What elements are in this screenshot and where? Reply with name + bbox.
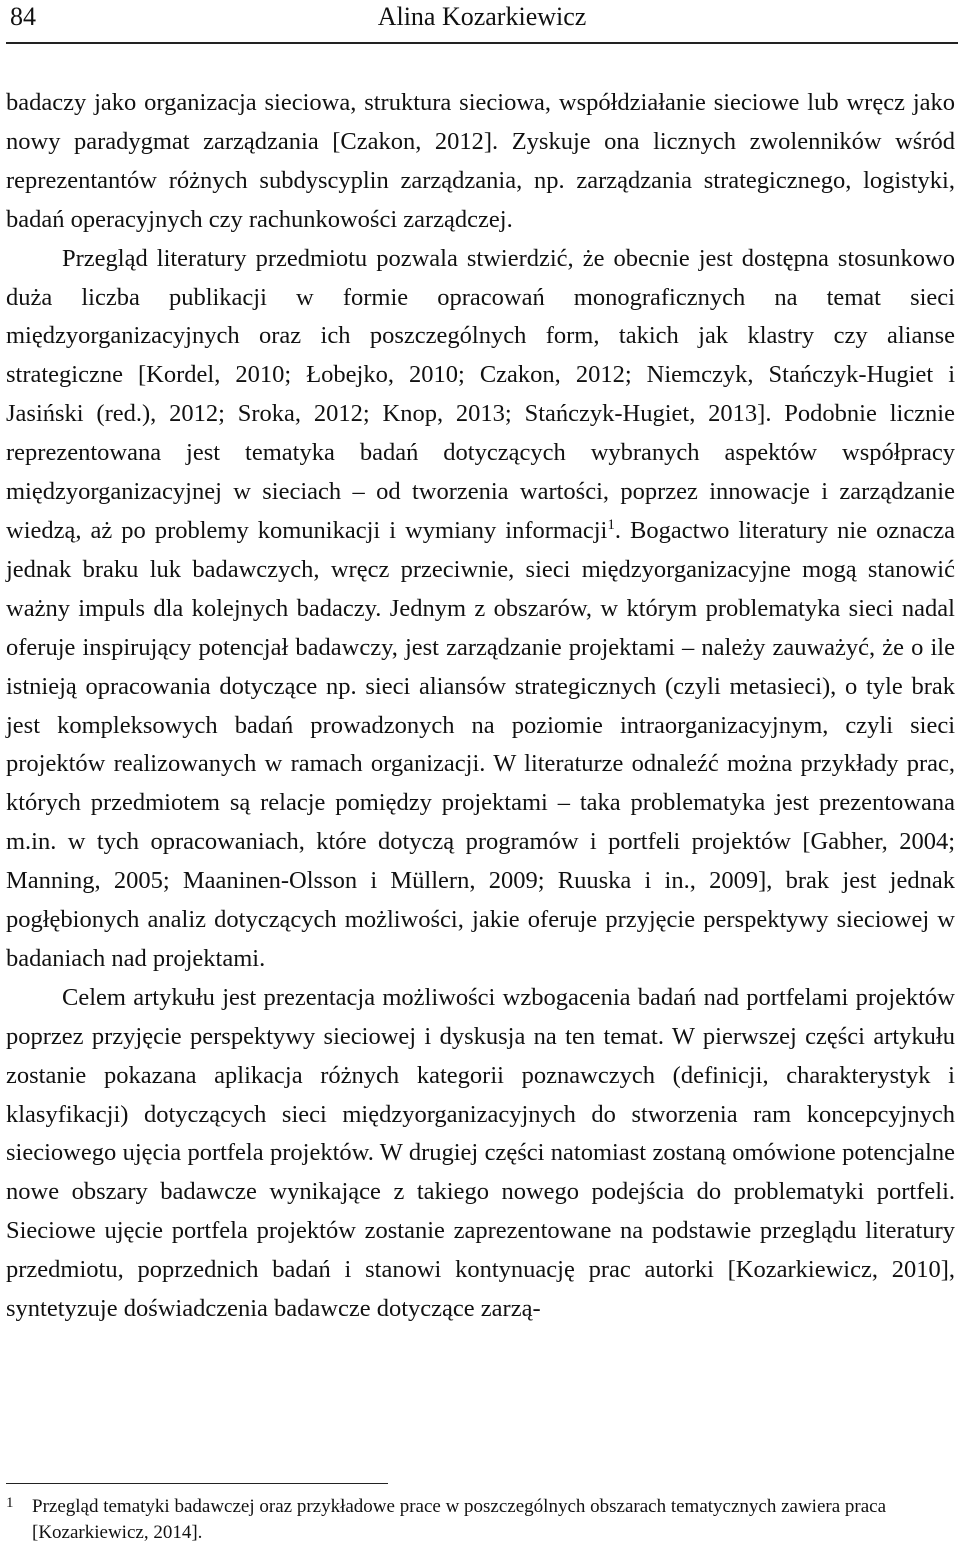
footnote-divider — [6, 1483, 388, 1484]
paragraph-3: Celem artykułu jest prezentacja możliwości wzbogacenia badań nad portfelami projektów poprzez przyjęcie perspektywy sieciowej i dyskusja na ten temat. W pierwszej części artykułu zostanie pokazana aplikacja różnych kategorii poznawczych (definicji, charakterystyk i klasyfikacji) dotyczących sieci międzyorganizacyjnych do stworzenia ram koncepcyjnych sieciowego ujęcia portfela projektów. W drugiej części natomiast zostaną omówione potencjalne nowe obszary badawcze wynikające z takiego nowego podejścia do problematyki portfeli. Sieciowe ujęcie portfela projektów zostanie zaprezentowane na podstawie przeglądu literatury przedmiotu, poprzednich badań i stanowi kontynuację prac autorki [Kozarkiewicz, 2010], syntetyzuje doświadczenia badawcze dotyczące zarzą- — [6, 983, 955, 1323]
paragraph-2-text-a: Przegląd literatury przedmiotu pozwala stwierdzić, że obecnie jest dostępna stosunkowo duża liczba publikacji w formie opracowań monograficznych na temat sieci międzyorganizacyjnych oraz ich poszczególnych form, takich jak klastry czy alianse strategiczne [Kordel, 2010; Łobejko, 2010; Czakon, 2012; Niemczyk, Stańczyk-Hugiet i Jasiński (red.), 2012; Sroka, 2012; Knop, 2013; Stańczyk-Hugiet, 2013]. Podobnie licznie reprezentowana jest tematyka badań dotyczących wybranych aspektów współpracy międzyorganizacyjnej w sieciach – od tworzenia wartości, poprzez innowacje i zarządzanie wiedzą, aż po problemy komunikacji i wymiany informacji — [6, 244, 955, 544]
footnote-number: 1 — [6, 1495, 14, 1511]
footnote-text: Przegląd tematyki badawczej oraz przykładowe prace w poszczególnych obszarach tematycznych zawiera praca [Kozarkiewicz, 2014]. — [32, 1496, 887, 1543]
page-number: 84 — [10, 2, 36, 31]
page-header — [6, 0, 958, 34]
footnote — [6, 1494, 955, 1546]
paragraph-2 — [6, 240, 955, 979]
paragraph-2-text-b: . Bogactwo literatury nie oznacza jednak braku luk badawczych, wręcz przeciwnie, sieci międzyorganizacyjne mogą stanowić ważny impuls dla kolejnych badaczy. Jednym z obszarów, w którym problematyka sieci nadal oferuje inspirujący potencjał badawczy, jest zarządzanie projektami – należy zauważyć, że o ile istnieją opracowania dotyczące np. sieci aliansów strategicznych (czyli metasieci), o tyle brak jest kompleksowych badań prowadzonych na poziomie intraorganizacyjnym, czyli sieci projektów realizowanych w ramach organizacji. W literaturze odnaleźć można przykłady prac, których przedmiotem są relacje pomiędzy projektami – taka problematyka jest prezentowana m.in. w tych opracowaniach, które dotyczą programów i portfeli projektów [Gabher, 2004; Manning, 2005; Maaninen-Olsson i Müllern, 2009; Ruuska i in., 2009], brak jest jednak pogłębionych analiz dotyczących możliwości, jakie oferuje przyjęcie perspektywy sieciowej w badaniach nad projektami. — [6, 516, 956, 972]
running-title: Alina Kozarkiewicz — [377, 2, 587, 31]
body-text — [6, 84, 955, 1329]
footnote-reference: 1 — [607, 516, 615, 533]
header-divider — [6, 42, 958, 44]
paragraph-1: badaczy jako organizacja sieciowa, struktura sieciowa, współdziałanie sieciowe lub wręcz jako nowy paradygmat zarządzania [Czakon, 2012]. Zyskuje ona licznych zwolenników wśród reprezentantów różnych subdyscyplin zarządzania, np. zarządzania strategicznego, logistyki, badań operacyjnych czy rachunkowości zarządczej. — [6, 89, 955, 233]
